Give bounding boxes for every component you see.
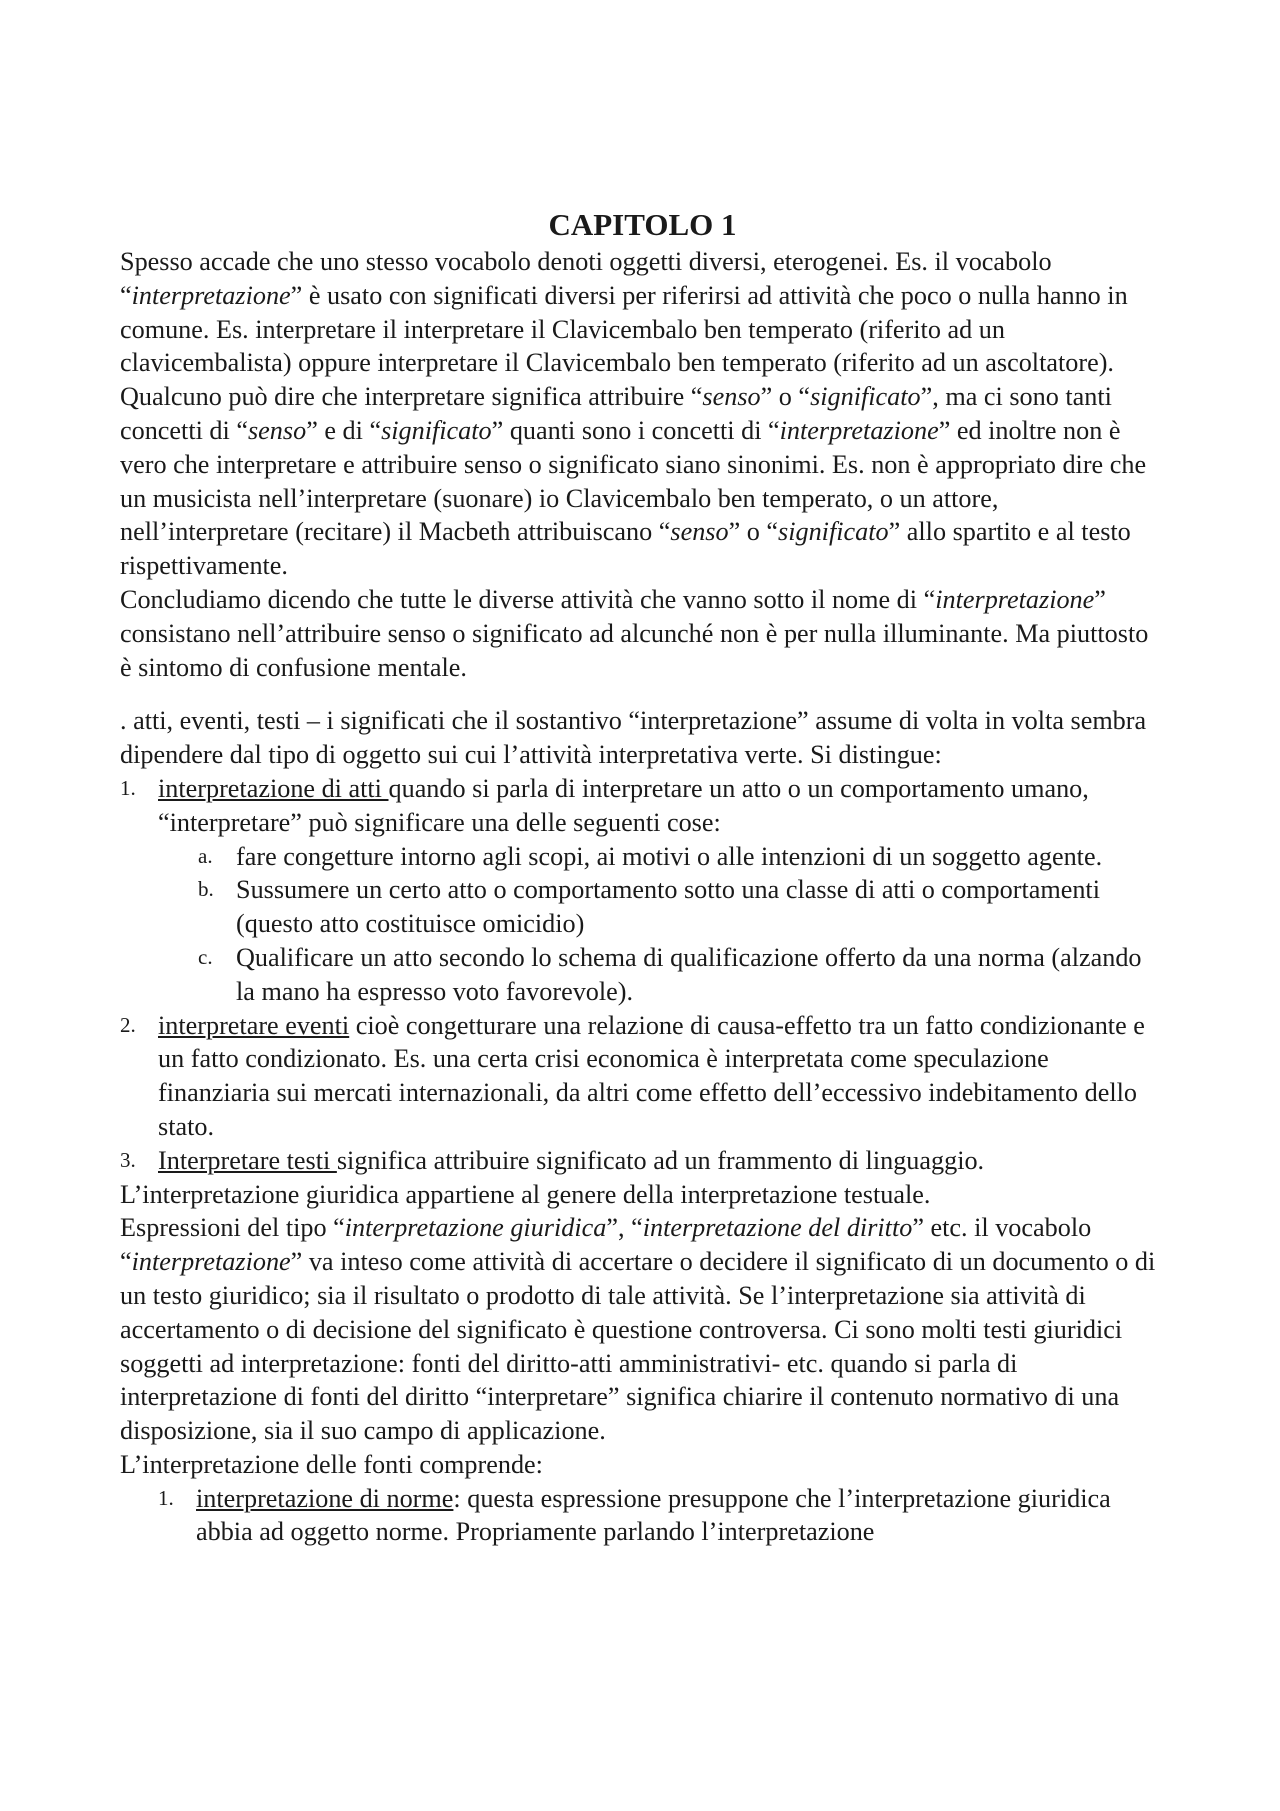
sub-list-text: Qualificare un atto secondo lo schema di qualificazione offerto da una norma (alzando la mano ha espresso voto favorevole). — [236, 942, 1142, 1006]
text-run: ” quanti sono i concetti di “ — [491, 415, 780, 445]
list-item — [120, 772, 1165, 840]
italic-term: senso — [247, 415, 307, 445]
paragraph-giuridica — [120, 1178, 1165, 1212]
sub-list-item — [120, 873, 1165, 941]
italic-term: significato — [810, 382, 921, 412]
intro-paragraph — [120, 245, 1165, 380]
text-run: quando si parla di interpretare un atto o un comportamento umano, “interpretare” può significare una delle seguenti cose: — [158, 773, 1089, 837]
list-number: 1. — [120, 775, 136, 800]
sub-list-item — [120, 840, 1165, 874]
underlined-heading: interpretazione di atti — [158, 773, 389, 803]
text-run: ” e di “ — [306, 415, 382, 445]
text-run: ” consistano nell’attribuire senso o significato ad alcunché non è per nulla illuminante. Ma piuttosto è sintomo di confusione mentale. — [120, 584, 1149, 682]
list-item-text — [158, 1009, 1165, 1144]
text-run: Qualcuno può dire che interpretare significa attribuire “ — [120, 382, 703, 412]
list-number: 1. — [158, 1485, 174, 1510]
list-item — [120, 1009, 1165, 1144]
text-run: . atti, eventi, testi – i significati che il sostantivo “interpretazione” assume di volta in volta sembra dipendere dal tipo di oggetto sui cui l’attività interpretativa verte. Si distingue: — [120, 706, 1147, 770]
text-run: ”, ma ci sono tanti concetti di “ — [120, 382, 1112, 445]
underlined-heading: Interpretare testi — [158, 1145, 337, 1175]
sub-list-item — [120, 941, 1165, 1009]
underlined-heading: interpretazione di norme — [196, 1483, 454, 1513]
italic-term: interpretazione giuridica — [344, 1213, 607, 1243]
paragraph-conclusion — [120, 583, 1165, 684]
paragraph-atti-eventi-testi — [120, 704, 1165, 772]
text-run: ” va inteso come attività di accertare o decidere il significato di un documento o di un testo giuridico; sia il risultato o prodotto di tale attività. Se l’interpretazione sia attività di accertamento o di decisione del significato è questione controversa. Ci sono molti testi giuridici soggetti ad interpretazione: fonti del diritto-atti amministrativi- etc. quando si parla di interpretazione di fonti del diritto “interpretare” significa chiarire il contenuto normativo di una disposizione, sia il suo campo di applicazione. — [120, 1247, 1156, 1446]
text-run: L’interpretazione giuridica appartiene al genere della interpretazione testuale. — [120, 1179, 931, 1209]
list-item — [158, 1482, 1165, 1550]
italic-term: significato — [778, 517, 889, 547]
fonti-list — [158, 1482, 1165, 1550]
list-item-text — [158, 1144, 1165, 1178]
italic-term: interpretazione del diritto — [642, 1213, 913, 1243]
text-run: ” allo spartito e al testo rispettivamente. — [120, 517, 1131, 581]
paragraph-senso — [120, 380, 1165, 583]
text-run: ” etc. il vocabolo “ — [120, 1213, 1092, 1277]
list-number: 3. — [120, 1147, 136, 1172]
text-run: ”, “ — [606, 1213, 643, 1243]
text-run: : questa espressione presuppone che l’interpretazione giuridica abbia ad oggetto norme. Propriamente parlando l’interpretazione — [196, 1483, 1111, 1547]
sub-list-letter: c. — [198, 944, 213, 969]
paragraph-gap — [120, 684, 1165, 704]
chapter-title: CAPITOLO 1 — [548, 207, 737, 242]
text-run: ” ed inoltre non è vero che interpretare e attribuire senso o significato siano sinonimi. Es. non è appropriato dire che un musicista nell’interpretare (suonare) io Clavicembalo ben temperato, o un attore, nell’interpretare (recitare) il Macbeth attribuiscano “ — [120, 415, 1147, 547]
paragraph-espressioni — [120, 1211, 1165, 1448]
text-run: ” è usato con significati diversi per riferirsi ad attività che poco o nulla hanno in comune. Es. interpretare il interpretare il Clavicembalo ben temperato (riferito ad un clavicembalista) oppure interpretare il Clavicembalo ben temperato (riferito ad un ascoltatore). — [120, 280, 1128, 378]
italic-term: interpretazione — [935, 584, 1095, 614]
document-page — [120, 205, 1165, 1549]
text-run: Espressioni del tipo “ — [120, 1213, 345, 1243]
underlined-heading: interpretare eventi — [158, 1010, 350, 1040]
sub-list-text: fare congetture intorno agli scopi, ai motivi o alle intenzioni di un soggetto agente. — [236, 841, 1103, 871]
italic-term: senso — [670, 517, 729, 547]
text-run: L’interpretazione delle fonti comprende: — [120, 1449, 543, 1479]
list-item-text — [158, 772, 1165, 840]
text-run: cioè congetturare una relazione di causa-effetto tra un fatto condizionante e un fatto condizionato. Es. una certa crisi economica è interpretata come speculazione finanziaria sui mercati internazionali, da altri come effetto dell’eccessivo indebitamento dello stato. — [158, 1010, 1145, 1141]
text-run: ” o “ — [760, 382, 811, 412]
text-run: ” o “ — [728, 517, 779, 547]
italic-term: significato — [381, 415, 492, 445]
italic-term: interpretazione — [131, 280, 291, 310]
italic-term: interpretazione — [779, 415, 939, 445]
list-item — [120, 1144, 1165, 1178]
italic-term: senso — [702, 382, 761, 412]
text-run: Spesso accade che uno stesso vocabolo denoti oggetti diversi, eterogenei. Es. il vocabolo “ — [120, 247, 1052, 310]
text-run: significa attribuire significato ad un frammento di linguaggio. — [336, 1145, 985, 1175]
interpretation-types-list — [120, 772, 1165, 1178]
paragraph-fonti — [120, 1448, 1165, 1482]
italic-term: interpretazione — [131, 1247, 291, 1277]
list-item-text — [196, 1482, 1165, 1550]
text-run: Concludiamo dicendo che tutte le diverse attività che vanno sotto il nome di “ — [120, 584, 936, 614]
sub-list-text: Sussumere un certo atto o comportamento sotto una classe di atti o comportamenti (questo atto costituisce omicidio) — [236, 875, 1100, 939]
sub-list-letter: b. — [198, 877, 214, 902]
sub-list-letter: a. — [198, 843, 213, 868]
list-number: 2. — [120, 1012, 136, 1037]
